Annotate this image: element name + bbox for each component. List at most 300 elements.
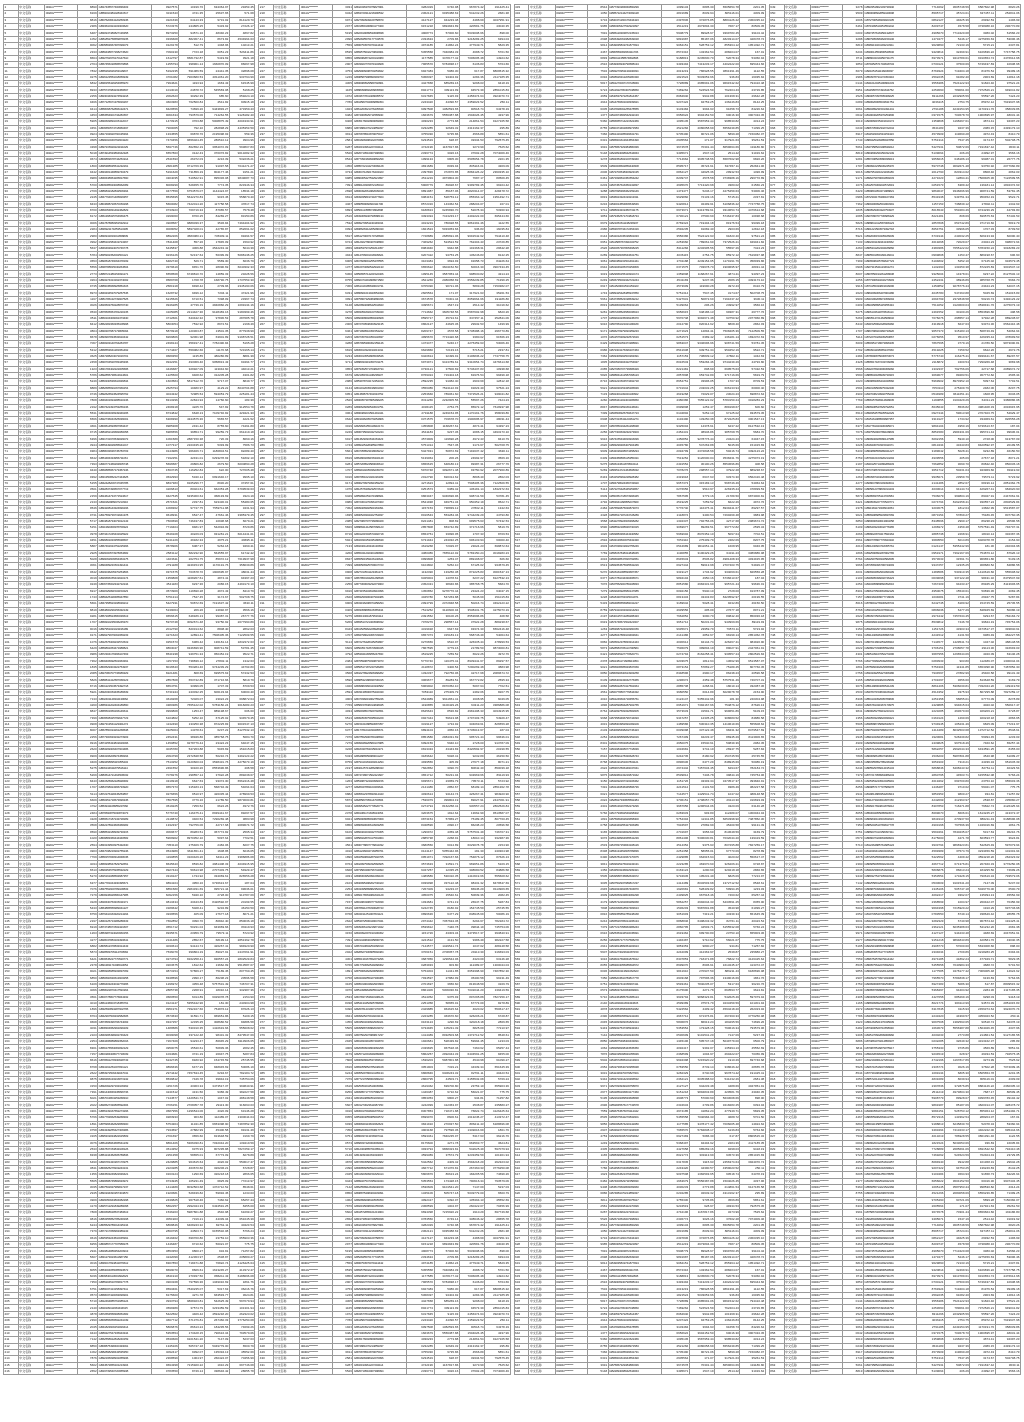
table-cell: 0030G********* <box>555 81 587 87</box>
table-cell: 8654751 <box>406 531 434 537</box>
table-cell: GB49035819741877824 <box>608 43 661 49</box>
table-cell: 542625.49 <box>459 1146 484 1152</box>
table-cell: 2707403.75 <box>204 867 229 873</box>
table-cell: 6482740 <box>151 258 179 264</box>
table-cell: 855364.12 <box>459 195 484 201</box>
table-cell: 3174.67 <box>204 594 229 600</box>
table-cell: 2996 <box>332 36 353 42</box>
table-cell: 中文名称 <box>529 131 555 137</box>
table-cell: 0010G********* <box>300 1305 332 1311</box>
table-cell: GB06650574718950497 <box>98 125 151 131</box>
table-cell: 448 <box>514 100 529 106</box>
table-cell: 807295.88 <box>204 1146 229 1152</box>
table-cell: 中文名称 <box>18 233 44 239</box>
table-cell: 4277 <box>77 937 98 943</box>
table-cell: 2511219 <box>662 24 690 30</box>
table-cell: 9408 <box>332 1337 353 1343</box>
table-cell: 9611651.41 <box>179 848 204 854</box>
table-cell: 7074009.46 <box>485 150 510 156</box>
table-cell: GB08304952991099109 <box>98 1026 151 1032</box>
table-cell: 886211.43 <box>204 1273 229 1279</box>
table-cell: GB72700548303923135 <box>608 169 661 175</box>
table-cell: 中文名称 <box>274 740 300 746</box>
table-cell: 6104802 <box>662 411 690 417</box>
table-cell: 7424.23 <box>485 398 510 404</box>
table-cell: 2253660 <box>406 391 434 397</box>
table-cell: 72029.07 <box>689 391 714 397</box>
table-cell: 1832372.63 <box>740 334 765 340</box>
table-cell: 7827259.17 <box>229 1146 254 1152</box>
table-cell: 775.75 <box>485 1089 510 1095</box>
table-cell: 65257.44 <box>229 1197 254 1203</box>
table-cell: GB39366133216871942 <box>353 924 406 930</box>
table-cell: 90 <box>4 569 19 575</box>
table-cell: 146 <box>4 924 19 930</box>
table-cell: 301 <box>259 537 274 543</box>
table-cell: 379 <box>259 1032 274 1038</box>
table-cell: GB81852758659878235 <box>98 36 151 42</box>
table-cell: GB73583496796744093 <box>98 1020 151 1026</box>
table-cell: 4541183 <box>406 430 434 436</box>
table-cell: GB89327547335943344 <box>98 1330 151 1336</box>
table-cell: 470 <box>514 239 529 245</box>
table-cell: 0010G********* <box>45 1184 77 1190</box>
table-cell: 559.36 <box>229 131 254 137</box>
table-cell: GB93351802103739340 <box>353 309 406 315</box>
table-cell: 316693.03 <box>485 950 510 956</box>
table-cell: 8755 <box>588 125 609 131</box>
table-cell: 3026 <box>77 303 98 309</box>
table-cell: 794410.48 <box>740 81 765 87</box>
table-cell: 409 <box>259 1223 274 1229</box>
table-cell: GB11939411663434615 <box>353 1153 406 1159</box>
table-cell: GB76590875030873073 <box>98 810 151 816</box>
table-cell: 0010G********* <box>300 1299 332 1305</box>
table-cell: 中文名称 <box>18 1343 44 1349</box>
table-cell: 89297.57 <box>485 658 510 664</box>
table-cell: 67125.02 <box>204 715 229 721</box>
table-cell: GB75747983233459597 <box>98 87 151 93</box>
table-cell: 5766.24 <box>229 1229 254 1235</box>
table-cell: 中文名称 <box>18 144 44 150</box>
table-cell: 1047.02 <box>204 1096 229 1102</box>
table-cell: 91658.73 <box>459 258 484 264</box>
table-cell: 0010G********* <box>45 544 77 550</box>
table-cell: 1095145 <box>406 271 434 277</box>
table-cell: 2336774 <box>406 150 434 156</box>
table-cell: 685.60 <box>204 93 229 99</box>
table-cell: 0020G********* <box>45 1032 77 1038</box>
table-cell: 0030G********* <box>300 874 332 880</box>
table-cell: 2133 <box>77 499 98 505</box>
table-cell: GB93351802103739340 <box>608 157 661 163</box>
table-cell: 4493173.10 <box>229 582 254 588</box>
table-cell: 288204.07 <box>715 49 740 55</box>
table-cell: 408 <box>259 1216 274 1222</box>
table-cell: 中文名称 <box>18 582 44 588</box>
table-cell: 699575.63 <box>204 671 229 677</box>
table-cell: 421 <box>259 1299 274 1305</box>
table-cell: 中文名称 <box>274 499 300 505</box>
table-cell: 4249154.95 <box>689 258 714 264</box>
table-cell: 0030G********* <box>300 766 332 772</box>
table-cell: GB09545227770520771 <box>353 804 406 810</box>
table-cell: 786928.55 <box>689 68 714 74</box>
table-cell: 64047.15 <box>229 740 254 746</box>
table-cell: 2456374.64 <box>459 1311 484 1317</box>
table-cell: GB14766601018339621 <box>353 252 406 258</box>
table-cell: 0030G********* <box>45 315 77 321</box>
table-cell: 85187.06 <box>434 188 459 194</box>
table-cell: 0010G********* <box>45 1121 77 1127</box>
table-cell: 697746.68 <box>229 1362 254 1368</box>
table-cell: 35261.53 <box>485 290 510 296</box>
table-cell: 中文名称 <box>529 81 555 87</box>
table-cell: 0020G********* <box>555 379 587 385</box>
table-cell: 7391 <box>332 937 353 943</box>
table-cell: 2620 <box>332 594 353 600</box>
table-cell: 505747.18 <box>179 1343 204 1349</box>
table-cell: 8616 <box>332 905 353 911</box>
table-cell: 54929.47 <box>485 715 510 721</box>
table-cell: 0020G********* <box>300 347 332 353</box>
table-cell: 0030G********* <box>300 1178 332 1184</box>
table-cell: 2334634 <box>406 1254 434 1260</box>
table-cell: 9237.36 <box>179 582 204 588</box>
table-cell: 2141486 <box>406 785 434 791</box>
table-cell: 9171 <box>332 480 353 486</box>
table-cell: 0010G********* <box>45 188 77 194</box>
table-cell: 0030G********* <box>45 296 77 302</box>
table-cell: 1076 <box>77 639 98 645</box>
table-cell: 3630.11 <box>229 601 254 607</box>
table-cell: GB16503760228870740 <box>98 303 151 309</box>
table-cell: 0030G********* <box>45 430 77 436</box>
table-cell: 2866.65 <box>485 1020 510 1026</box>
table-cell: 1062 <box>77 1349 98 1355</box>
table-cell: 6647.63 <box>179 778 204 784</box>
table-cell: 273 <box>259 360 274 366</box>
table-cell: 114 <box>4 721 19 727</box>
table-cell: 6234 <box>588 201 609 207</box>
table-cell: 3319127 <box>151 874 179 880</box>
table-cell: 43443.83 <box>179 899 204 905</box>
table-cell: 中文名称 <box>274 1153 300 1159</box>
table-cell: 8338 <box>332 1000 353 1006</box>
table-cell: 0030G********* <box>300 309 332 315</box>
table-cell: GB65341202404186860 <box>353 550 406 556</box>
table-cell: 1255794 <box>151 62 179 68</box>
table-cell: GB62558912818240159 <box>98 1337 151 1343</box>
table-cell: 中文名称 <box>274 43 300 49</box>
table-cell: 320 <box>259 658 274 664</box>
table-cell: 5269 <box>77 772 98 778</box>
table-cell: GB28047883103493641 <box>353 785 406 791</box>
table-cell: 0030G********* <box>45 347 77 353</box>
table-cell: 9546 <box>77 506 98 512</box>
table-cell: 中文名称 <box>274 563 300 569</box>
table-cell: GB09946926580147985 <box>353 740 406 746</box>
table-cell: 216 <box>4 1368 19 1374</box>
table-cell: 0030G********* <box>45 988 77 994</box>
table-cell: 8084940 <box>406 246 434 252</box>
table-cell: 0010G********* <box>45 924 77 930</box>
table-cell: 1821524 <box>662 74 690 80</box>
table-cell: 0011G********* <box>300 937 332 943</box>
table-cell: 67 <box>4 423 19 429</box>
table-cell: 94573.39 <box>459 87 484 93</box>
table-cell: 中文名称 <box>18 1248 44 1254</box>
table-cell: 995721.44 <box>459 734 484 740</box>
table-cell: GB32837499567077713 <box>98 487 151 493</box>
table-cell: 260422.07 <box>204 1356 229 1362</box>
table-cell: 中文名称 <box>18 740 44 746</box>
table-cell: 0011G********* <box>45 1000 77 1006</box>
table-cell: GB05529786014195134 <box>353 1070 406 1076</box>
table-cell: 2336774 <box>406 1368 434 1374</box>
table-cell: 0030G********* <box>45 1318 77 1324</box>
table-cell: 5873 <box>332 797 353 803</box>
table-cell: 中文名称 <box>274 252 300 258</box>
table-cell: 中文名称 <box>274 214 300 220</box>
table-cell: 17 <box>4 106 19 112</box>
table-cell: GB66176563081832129 <box>98 1045 151 1051</box>
table-cell: 9856 <box>332 55 353 61</box>
table-cell: 160 <box>4 1013 19 1019</box>
table-cell: 3680550 <box>151 994 179 1000</box>
table-cell: 1356 <box>332 1020 353 1026</box>
table-cell: 0011G********* <box>300 715 332 721</box>
table-cell: 9128483.16 <box>204 309 229 315</box>
table-cell: 中文名称 <box>274 747 300 753</box>
table-cell: GB69910235036245370 <box>353 468 406 474</box>
table-cell: GB56908685933837069 <box>98 969 151 975</box>
table-cell: 0020G********* <box>45 537 77 543</box>
table-cell: 3035 <box>77 1184 98 1190</box>
table-cell: 9236126 <box>151 252 179 258</box>
table-cell: 1832372.63 <box>485 487 510 493</box>
table-cell: 93750.92 <box>715 315 740 321</box>
table-cell: 3100429.26 <box>434 702 459 708</box>
table-cell: 0020G********* <box>300 290 332 296</box>
table-cell: 0030G********* <box>300 1121 332 1127</box>
table-cell: 中文名称 <box>274 353 300 359</box>
table-cell: 0010G********* <box>45 525 77 531</box>
table-cell: 7747758.75 <box>740 201 765 207</box>
table-cell: GB15161088593687357 <box>353 721 406 727</box>
table-cell: 2622 <box>332 918 353 924</box>
table-cell: 1547.19 <box>689 150 714 156</box>
table-cell: 5155 <box>77 480 98 486</box>
table-cell: 7399 <box>332 563 353 569</box>
table-cell: 中文名称 <box>529 347 555 353</box>
table-cell: 0008052 <box>151 227 179 233</box>
table-cell: GB32030153435186639 <box>353 537 406 543</box>
table-cell: 中文名称 <box>18 715 44 721</box>
table-cell: GB25353244510045991 <box>98 1235 151 1241</box>
table-cell: 1707 <box>77 785 98 791</box>
table-cell: 7391 <box>77 1089 98 1095</box>
table-cell: 0030G********* <box>300 258 332 264</box>
table-cell: 中文名称 <box>529 36 555 42</box>
table-cell: 89027.91 <box>459 797 484 803</box>
table-cell: 151015.83 <box>229 747 254 753</box>
table-cell: 24992.97 <box>459 455 484 461</box>
table-column-2 <box>258 4 510 1418</box>
table-cell: 218 <box>259 11 274 17</box>
table-cell: 3282329 <box>406 1223 434 1229</box>
table-cell: 2268.91 <box>179 988 204 994</box>
table-cell: 558870.40 <box>229 195 254 201</box>
table-cell: 8481.97 <box>179 525 204 531</box>
table-cell: 246 <box>259 188 274 194</box>
table-cell: 4741.35 <box>179 11 204 17</box>
table-cell: 3674578 <box>662 144 690 150</box>
table-cell: GB53941168955247660 <box>353 652 406 658</box>
table-cell: 44793.80 <box>229 664 254 670</box>
table-cell: 290 <box>259 468 274 474</box>
table-cell: 283 <box>259 423 274 429</box>
table-cell: 267 <box>259 322 274 328</box>
table-cell: 132 <box>4 836 19 842</box>
table-cell: 7362 <box>332 506 353 512</box>
table-cell: 167 <box>4 1058 19 1064</box>
table-cell: 7559 <box>332 1261 353 1267</box>
table-cell: 中文名称 <box>274 423 300 429</box>
table-cell: 5806876 <box>151 1324 179 1330</box>
table-cell: 9800.27 <box>179 1248 204 1254</box>
table-cell: 2163435.26 <box>179 442 204 448</box>
table-cell: 9234519 <box>406 138 434 144</box>
table-cell: 9418.19 <box>485 81 510 87</box>
table-cell: 2581 <box>332 138 353 144</box>
table-cell: 6731944 <box>151 690 179 696</box>
table-cell: 252841.06 <box>740 163 765 169</box>
table-cell: 8180.92 <box>434 905 459 911</box>
table-cell: 3755330 <box>406 131 434 137</box>
table-cell: 3849087.73 <box>229 176 254 182</box>
table-cell: 381 <box>259 1045 274 1051</box>
table-cell: 中文名称 <box>274 411 300 417</box>
table-cell: 7532 <box>332 220 353 226</box>
table-cell: 4578.58 <box>689 176 714 182</box>
table-cell: 943969.66 <box>459 772 484 778</box>
table-cell: 237 <box>259 131 274 137</box>
table-cell: 7290269.48 <box>459 664 484 670</box>
table-cell: 中文名称 <box>18 829 44 835</box>
table-cell: 1547.19 <box>434 303 459 309</box>
table-cell: 7006005.48 <box>459 1273 484 1279</box>
table-cell: 5766.24 <box>485 1077 510 1083</box>
table-cell: GB52845576177743578 <box>353 36 406 42</box>
table-cell: 中文名称 <box>274 112 300 118</box>
table-cell: 8616 <box>77 1058 98 1064</box>
table-cell: 0030G********* <box>300 962 332 968</box>
table-cell: 5873 <box>77 950 98 956</box>
table-cell: 0020G********* <box>300 252 332 258</box>
table-cell: GB73583496796744093 <box>353 867 406 873</box>
table-cell: 931281.21 <box>204 531 229 537</box>
table-cell: GB53978734172454316 <box>353 379 406 385</box>
table-cell: 0020G********* <box>300 943 332 949</box>
table-cell: 中文名称 <box>18 1324 44 1330</box>
table-cell: 1920681 <box>406 1039 434 1045</box>
table-cell: 2862.03 <box>229 626 254 632</box>
table-cell: 6622.26 <box>459 652 484 658</box>
table-cell: 4820314.07 <box>459 188 484 194</box>
table-cell: 中文名称 <box>18 309 44 315</box>
table-cell: 中文名称 <box>18 918 44 924</box>
table-cell: 9115.93 <box>434 93 459 99</box>
table-cell: 3061 <box>332 411 353 417</box>
table-cell: 9935671 <box>151 931 179 937</box>
table-cell: 288204.07 <box>459 201 484 207</box>
table-cell: 655903.36 <box>485 1083 510 1089</box>
table-cell: 44625.36 <box>689 169 714 175</box>
table-cell: 0011G********* <box>300 1058 332 1064</box>
table-cell: 0010G********* <box>45 886 77 892</box>
table-cell: 4476614.68 <box>740 208 765 214</box>
table-cell: 中文名称 <box>18 334 44 340</box>
table-cell: 中文名称 <box>274 303 300 309</box>
table-cell: 1861.76 <box>229 1280 254 1286</box>
table-cell: 6653398.90 <box>459 969 484 975</box>
table-cell: 中文名称 <box>274 1242 300 1248</box>
table-cell: 13501.35 <box>204 328 229 334</box>
table-cell: 342 <box>259 797 274 803</box>
table-cell: 950452.19 <box>204 652 229 658</box>
table-cell: 94573.39 <box>459 1305 484 1311</box>
table-cell: 337 <box>259 766 274 772</box>
table-cell: GB08875498400433091 <box>353 1191 406 1197</box>
table-cell: 40 <box>4 252 19 258</box>
table-cell: 6825.09 <box>459 1026 484 1032</box>
table-cell: 8338 <box>77 1153 98 1159</box>
table-cell: 8716 <box>77 683 98 689</box>
table-cell: GB58068762866132471 <box>98 106 151 112</box>
table-cell: 中文名称 <box>529 11 555 17</box>
table-cell: 3035 <box>332 1032 353 1038</box>
table-cell: 6679.21 <box>229 518 254 524</box>
table-cell: 2077960.89 <box>229 620 254 626</box>
table-cell: 0010G********* <box>45 227 77 233</box>
table-cell: 872225.83 <box>204 721 229 727</box>
table-cell: GB12464885761685124 <box>98 1299 151 1305</box>
table-cell: 23 <box>4 144 19 150</box>
table-cell: 9892206 <box>151 233 179 239</box>
table-cell: 5633008.66 <box>459 30 484 36</box>
table-cell: 807760.45 <box>229 969 254 975</box>
table-cell: 80509.45 <box>485 176 510 182</box>
table-cell: 中文名称 <box>274 449 300 455</box>
table-cell: 中文名称 <box>274 208 300 214</box>
table-cell: GB32590894287902765 <box>98 1007 151 1013</box>
table-cell: 5746437.83 <box>715 214 740 220</box>
table-cell: 0030G********* <box>300 233 332 239</box>
table-cell: 23729.85 <box>485 239 510 245</box>
table-cell: 0011G********* <box>300 5 332 11</box>
table-cell: 8749.14 <box>434 1216 459 1222</box>
table-cell: GB83514721464508032 <box>98 772 151 778</box>
table-cell: 6882 <box>332 791 353 797</box>
table-cell: 6477.29 <box>179 1064 204 1070</box>
table-cell: 0816 <box>332 1064 353 1070</box>
table-cell: 5246.17 <box>689 188 714 194</box>
table-cell: 2368599 <box>406 1203 434 1209</box>
table-cell: 0392 <box>77 474 98 480</box>
table-cell: 6811 <box>332 131 353 137</box>
table-cell: 4667712 <box>151 1318 179 1324</box>
